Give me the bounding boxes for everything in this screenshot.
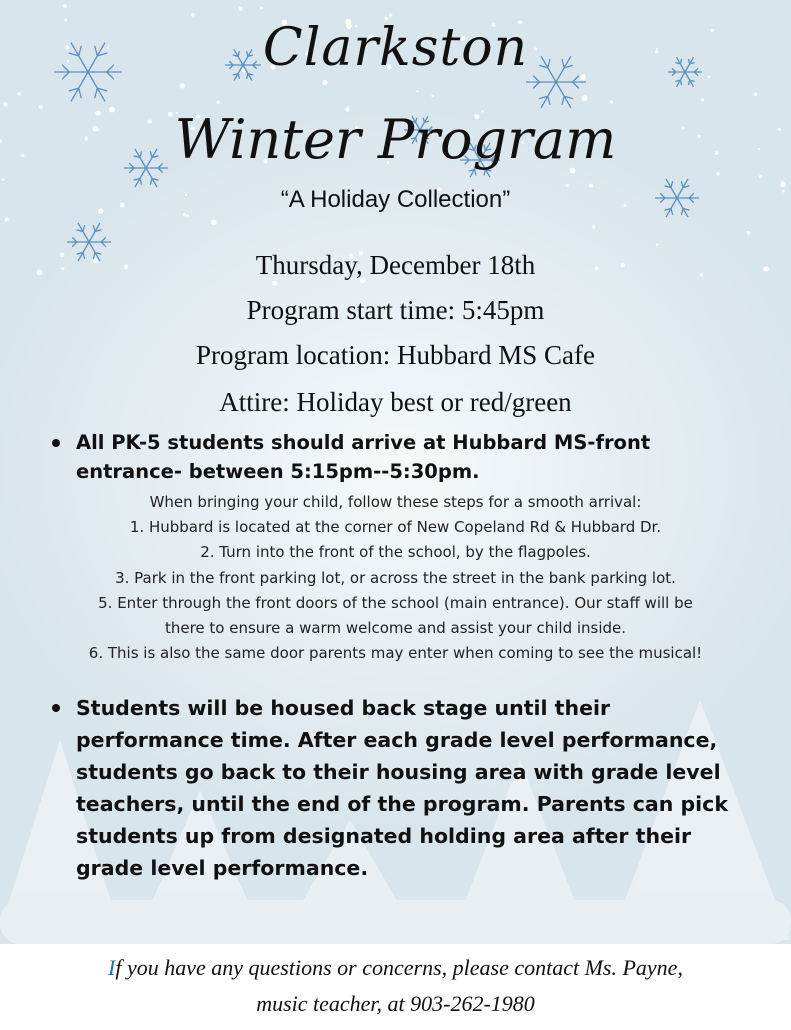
snow-dot xyxy=(701,98,704,101)
snow-dot xyxy=(746,231,750,235)
bullet-dot xyxy=(52,439,60,447)
arrival-text: All PK-5 students should arrive at Hubbard MS-front entrance- between 5:15pm--5:30pm. xyxy=(76,431,651,483)
snow-dot xyxy=(5,217,9,221)
event-date: Thursday, December 18th xyxy=(255,250,536,280)
step-item: 3. Park in the front parking lot, or across the street in the bank parking lot. xyxy=(115,568,676,587)
step-item: 2. Turn into the front of the school, by the flagpoles. xyxy=(200,543,591,562)
snow-dot xyxy=(186,214,189,217)
housing-text: Students will be housed back stage until their performance time. After each grade level performance, students go back to their housing area with grade level teachers, until the end of the program. Parents can pick students up from designated holding area after their grade level performance. xyxy=(76,696,728,880)
arrival-bullet xyxy=(48,428,758,486)
step-item: 1. Hubbard is located at the corner of New Copeland Rd & Hubbard Dr. xyxy=(129,518,662,537)
arrival-steps xyxy=(0,490,791,666)
snow-dot xyxy=(180,83,185,88)
footer-line-1: f you have any questions or concerns, please contact Ms. Payne, xyxy=(115,955,683,980)
snow-dot xyxy=(63,4,67,8)
title-line-2: Winter Program xyxy=(174,108,617,171)
step-item: 5. Enter through the front doors of the school (main entrance). Our staff will be xyxy=(98,593,693,612)
snow-dot xyxy=(322,80,327,85)
steps-intro: When bringing your child, follow these steps for a smooth arrival: xyxy=(149,493,642,511)
start-time: Program start time: 5:45pm xyxy=(246,295,545,325)
snow-dot xyxy=(759,175,762,178)
bullet-dot xyxy=(52,704,60,712)
step-item: there to ensure a warm welcome and assist your child inside. xyxy=(164,619,627,638)
snow-dot xyxy=(191,13,194,16)
snow-dot xyxy=(754,92,758,96)
snow-dot xyxy=(3,102,7,106)
contact-footer xyxy=(0,944,791,1030)
snow-dot xyxy=(431,95,434,98)
snow-dot xyxy=(238,6,242,10)
snow-dot xyxy=(389,14,392,17)
snow-dot xyxy=(217,101,220,104)
snow-dot xyxy=(716,172,720,176)
snow-dot xyxy=(272,281,277,286)
snow-dot xyxy=(656,243,659,246)
footer-first-letter: I xyxy=(108,955,116,980)
subtitle: “A Holiday Collection” xyxy=(280,186,511,213)
title-line-1: Clarkston xyxy=(262,18,529,78)
location: Program location: Hubbard MS Cafe xyxy=(196,340,595,370)
snow-dot xyxy=(2,178,4,180)
snow-dot xyxy=(260,7,262,9)
snow-dot xyxy=(610,100,613,103)
housing-bullet xyxy=(48,692,758,884)
snow-dot xyxy=(592,225,596,229)
snow-dot xyxy=(17,92,20,95)
step-item: 6. This is also the same door parents may enter when coming to see the musical! xyxy=(88,644,703,663)
footer-line-2: music teacher, at 903-262-1980 xyxy=(256,991,535,1016)
attire: Attire: Holiday best or red/green xyxy=(219,387,572,417)
snow-dot xyxy=(211,220,216,225)
snow-dot xyxy=(416,90,418,92)
